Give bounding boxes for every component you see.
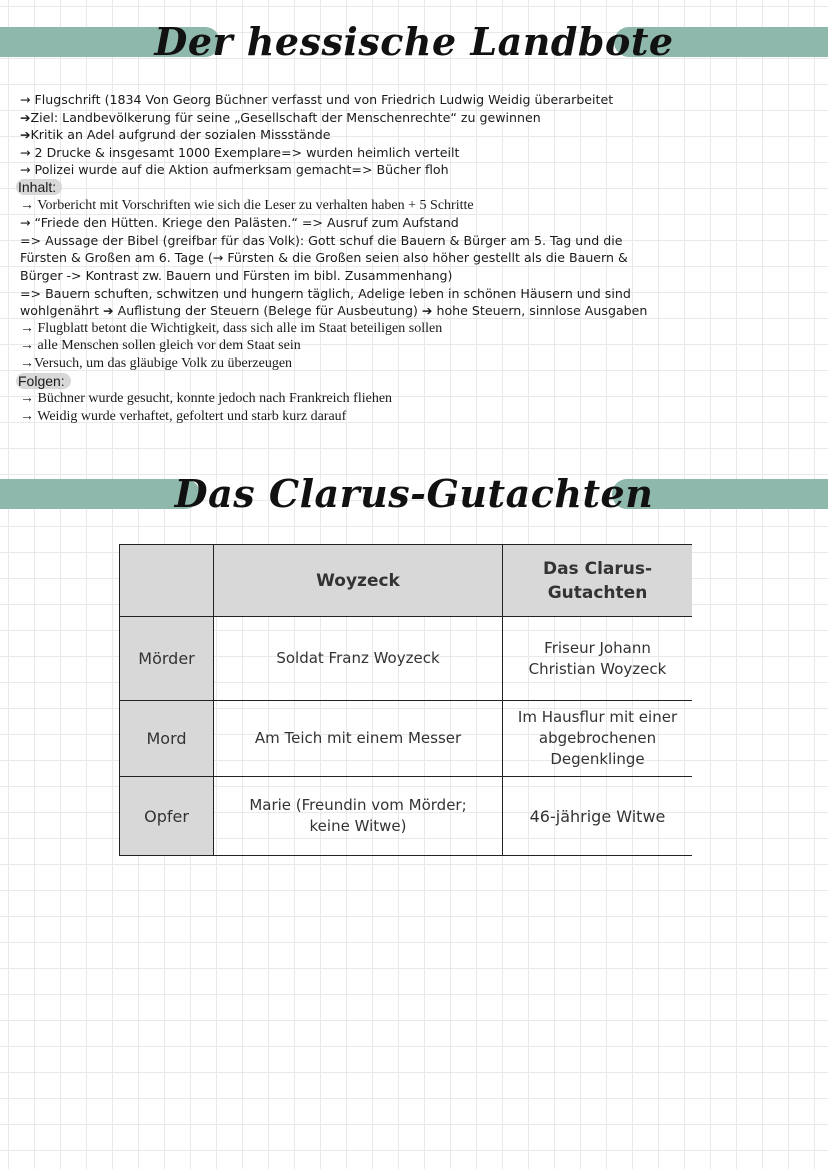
- note-line: [20, 390, 820, 408]
- note-line: [20, 109, 820, 127]
- table-row: [120, 617, 693, 701]
- note-line: [20, 302, 820, 320]
- clarus-cell: Im Hausflur mit einer abgebrochenen Degenklinge: [503, 701, 693, 777]
- note-text: Bürger -> Kontrast zw. Bauern und Fürsten im bibl. Zusammenhang): [20, 267, 453, 283]
- note-text: →Versuch, um das gläubige Volk zu überzeugen: [20, 355, 293, 371]
- row-label: Mörder: [120, 617, 214, 701]
- note-line: [20, 126, 820, 144]
- note-text: => Bauern schuften, schwitzen und hungern täglich, Adelige leben in schönen Häusern und sind: [20, 285, 631, 301]
- table-row: [120, 777, 693, 856]
- row-label: Opfer: [120, 777, 214, 856]
- header-cell-empty: [120, 545, 214, 617]
- section-label: [20, 179, 820, 197]
- note-line: [20, 285, 820, 303]
- row-label: Mord: [120, 701, 214, 777]
- woyzeck-cell: Marie (Freundin vom Mörder; keine Witwe): [214, 777, 503, 856]
- title-banner-1: [0, 12, 828, 72]
- note-line: [20, 320, 820, 338]
- section-title: Der hessische Landbote: [154, 19, 674, 64]
- woyzeck-cell: Soldat Franz Woyzeck: [214, 617, 503, 701]
- clarus-cell: 46-jährige Witwe: [503, 777, 693, 856]
- note-text: → Polizei wurde auf die Aktion aufmerksam gemacht=> Bücher floh: [20, 162, 449, 178]
- note-text: → 2 Drucke & insgesamt 1000 Exemplare=> wurden heimlich verteilt: [20, 144, 460, 160]
- note-line: [20, 161, 820, 179]
- header-cell-woyzeck: Woyzeck: [214, 545, 503, 617]
- note-line: [20, 267, 820, 285]
- header-cell-clarus: Das Clarus- Gutachten: [503, 545, 693, 617]
- table-header-row: [120, 545, 693, 617]
- note-line: [20, 197, 820, 215]
- note-line: [20, 249, 820, 267]
- label-text: Inhalt:: [16, 179, 62, 195]
- note-line: [20, 408, 820, 426]
- note-text: → “Friede den Hütten. Kriege den Palästen.“ => Ausruf zum Aufstand: [20, 215, 459, 231]
- note-text: → Büchner wurde gesucht, konnte jedoch nach Frankreich fliehen: [20, 391, 393, 407]
- note-line: [20, 214, 820, 232]
- comparison-table: [119, 544, 692, 856]
- note-text: ➔Kritik an Adel aufgrund der sozialen Missstände: [20, 127, 331, 143]
- woyzeck-cell: Am Teich mit einem Messer: [214, 701, 503, 777]
- note-line: [20, 355, 820, 373]
- note-line: [20, 91, 820, 109]
- note-text: → Flugblatt betont die Wichtigkeit, dass sich alle im Staat beteiligen sollen: [20, 320, 443, 336]
- note-text: wohlgenährt ➔ Auflistung der Steuern (Belege für Ausbeutung) ➔ hohe Steuern, sinnlose Ausgaben: [20, 303, 648, 319]
- section-title: Das Clarus-Gutachten: [174, 471, 654, 516]
- note-line: [20, 144, 820, 162]
- note-text: → Flugschrift (1834 Von Georg Büchner verfasst und von Friedrich Ludwig Weidig überarbeitet: [20, 92, 614, 107]
- notes-list: [20, 91, 820, 425]
- note-text: → Vorbericht mit Vorschriften wie sich die Leser zu verhalten haben + 5 Schritte: [20, 197, 474, 213]
- label-text: Folgen:: [16, 373, 71, 389]
- note-text: => Aussage der Bibel (greifbar für das Volk): Gott schuf die Bauern & Bürger am 5. Tag und die: [20, 232, 623, 248]
- note-text: → alle Menschen sollen gleich vor dem Staat sein: [20, 338, 301, 354]
- note-text: → Weidig wurde verhaftet, gefoltert und starb kurz darauf: [20, 408, 347, 424]
- note-line: [20, 232, 820, 250]
- note-text: ➔Ziel: Landbevölkerung für seine „Gesellschaft der Menschenrechte“ zu gewinnen: [20, 109, 541, 125]
- clarus-cell: Friseur Johann Christian Woyzeck: [503, 617, 693, 701]
- table-row: [120, 701, 693, 777]
- note-text: Fürsten & Großen am 6. Tage (→ Fürsten & die Großen seien also höher gestellt als die Bauern &: [20, 250, 628, 266]
- note-line: [20, 337, 820, 355]
- section-label: [20, 373, 820, 391]
- title-banner-2: [0, 464, 828, 524]
